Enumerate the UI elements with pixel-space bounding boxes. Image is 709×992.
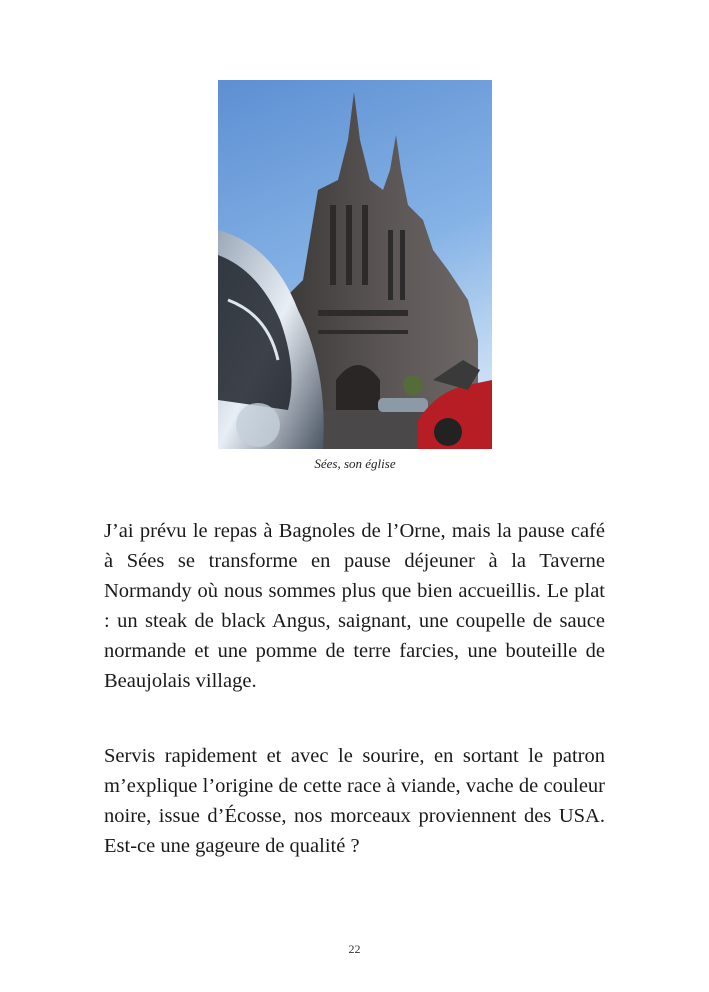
- paragraph-2: Servis rapidement et avec le sourire, en sortant le patron m’explique l’origine de cette race à viande, vache de couleur noire, issue d’Écosse, nos morceaux proviennent des USA. Est-ce une gageure de qualité ?: [104, 745, 605, 857]
- paragraph-1: J’ai prévu le repas à Bagnoles de l’Orne, mais la pause café à Sées se transforme en pause déjeuner à la Taverne Normandy où nous sommes plus que bien accueillis. Le plat : un steak de black Angus, saignant, une coupelle de sauce normande et une pomme de terre farcies, une bouteille de Beaujolais village.: [104, 520, 605, 692]
- cathedral-photo: [218, 80, 492, 449]
- photo-caption: Sées, son église: [314, 456, 396, 471]
- page-number: 22: [348, 942, 361, 956]
